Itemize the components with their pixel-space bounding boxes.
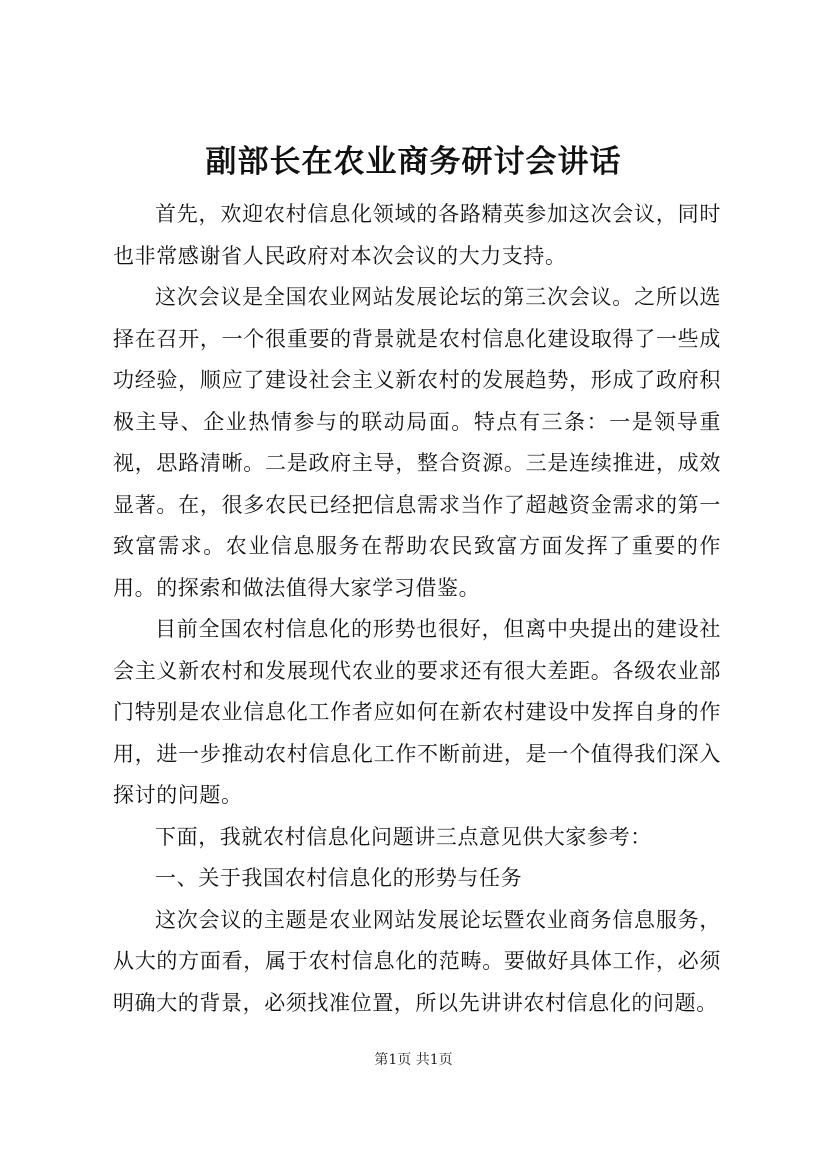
page-number-footer: 第1页 共1页 bbox=[374, 1052, 453, 1068]
paragraph-welcome: 首先，欢迎农村信息化领域的各路精英参加这次会议，同时也非常感谢省人民政府对本次会议的大力支持。 bbox=[113, 202, 721, 268]
paragraph-meeting-background: 这次会议是全国农业网站发展论坛的第三次会议。之所以选择在召开，一个很重要的背景就是农村信息化建设取得了一些成功经验，顺应了建设社会主义新农村的发展趋势，形成了政府积极主导、企业热情参与的联动局面。特点有三条：一是领导重视，思路清晰。二是政府主导，整合资源。三是连续推进，成效显著。在，很多农民已经把信息需求当作了超越资金需求的第一致富需求。农业信息服务在帮助农民致富方面发挥了重要的作用。的探索和做法值得大家学习借鉴。 bbox=[113, 285, 721, 600]
paragraph-three-points-intro: 下面，我就农村信息化问题讲三点意见供大家参考： bbox=[155, 824, 652, 849]
document-body bbox=[113, 194, 721, 1024]
section-heading-one: 一、关于我国农村信息化的形势与任务 bbox=[155, 866, 523, 890]
paragraph-meeting-theme: 这次会议的主题是农业网站发展论坛暨农业商务信息服务，从大的方面看，属于农村信息化的范畴。要做好具体工作，必须明确大的背景，必须找准位置，所以先讲讲农村信息化的问题。 bbox=[113, 907, 721, 1015]
document-title: 副部长在农业商务研讨会讲话 bbox=[205, 144, 622, 180]
paragraph-current-situation: 目前全国农村信息化的形势也很好，但离中央提出的建设社会主义新农村和发展现代农业的要求还有很大差距。各级农业部门特别是农业信息化工作者应如何在新农村建设中发挥自身的作用，进一步推动农村信息化工作不断前进，是一个值得我们深入探讨的问题。 bbox=[113, 617, 721, 807]
